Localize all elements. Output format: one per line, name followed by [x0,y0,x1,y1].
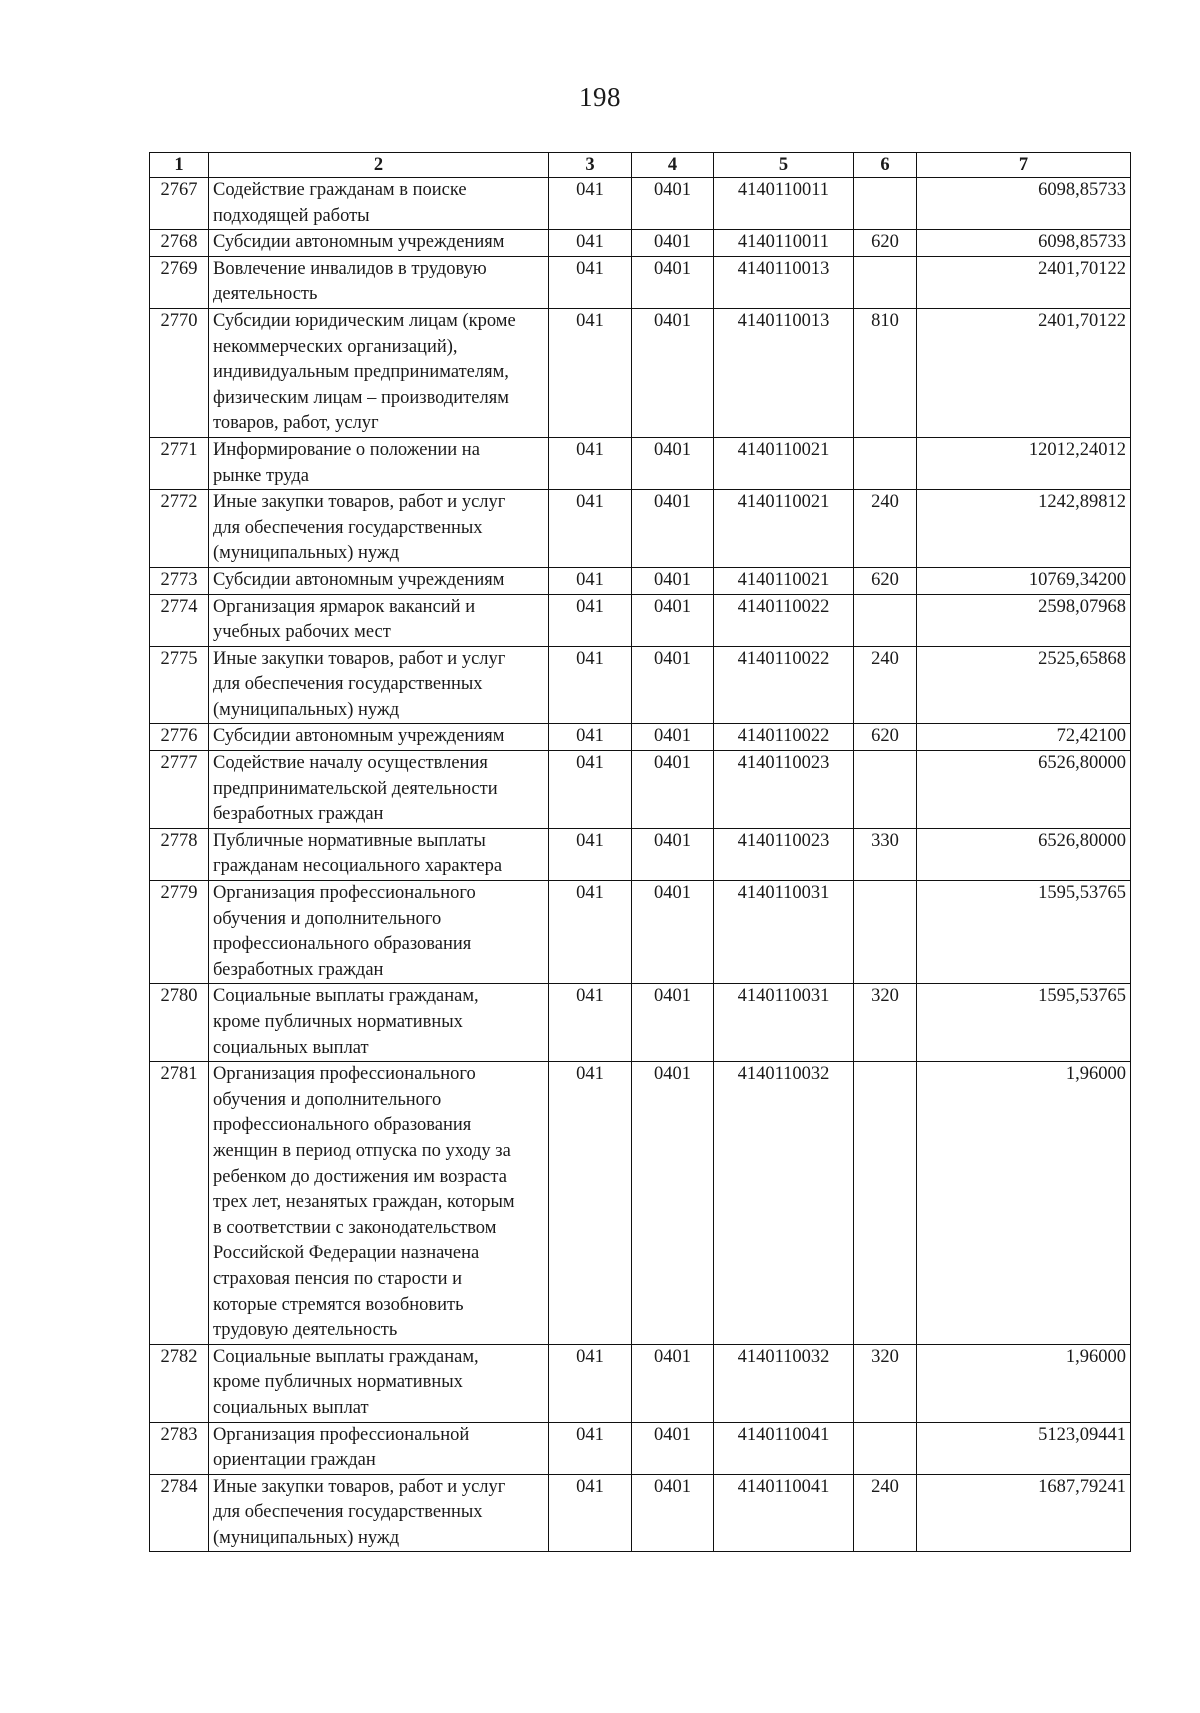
ministry-code: 041 [549,984,632,1062]
description-line: предпринимательской деятельности [213,778,498,799]
row-description [209,437,549,489]
amount-value: 6098,85733 [917,230,1131,257]
row-description [209,230,549,257]
section-code: 0401 [632,881,714,984]
section-code: 0401 [632,230,714,257]
description-line: Иные закупки товаров, работ и услуг [213,1476,506,1497]
expense-type-code [854,437,917,489]
description-line: рынке труда [213,465,309,486]
row-number: 2781 [150,1062,209,1345]
amount-value: 1595,53765 [917,984,1131,1062]
table-header [150,153,1131,178]
row-number: 2769 [150,256,209,308]
description-line: Организация профессионального [213,883,476,904]
ministry-code: 041 [549,1344,632,1422]
section-code: 0401 [632,984,714,1062]
row-description [209,751,549,829]
description-line: Субсидии автономным учреждениям [213,569,505,590]
section-code: 0401 [632,724,714,751]
row-description [209,1344,549,1422]
description-line: Содействие гражданам в поиске [213,180,467,200]
amount-value: 2598,07968 [917,594,1131,646]
ministry-code: 041 [549,567,632,594]
description-line: некоммерческих организаций), [213,336,458,357]
amount-value: 10769,34200 [917,567,1131,594]
description-line: трех лет, незанятых граждан, которым [213,1192,515,1213]
section-code: 0401 [632,594,714,646]
description-line: Информирование о положении на [213,439,480,460]
target-article-code: 4140110023 [714,751,854,829]
table-row [150,751,1131,829]
description-line: обучения и дополнительного [213,908,442,929]
table-row [150,881,1131,984]
row-description [209,178,549,230]
target-article-code: 4140110013 [714,308,854,437]
row-number: 2776 [150,724,209,751]
ministry-code: 041 [549,828,632,880]
ministry-code: 041 [549,594,632,646]
expense-type-code: 620 [854,230,917,257]
target-article-code: 4140110031 [714,984,854,1062]
table-row [150,230,1131,257]
description-line: безработных граждан [213,959,384,980]
row-description [209,828,549,880]
section-code: 0401 [632,437,714,489]
expense-type-code [854,881,917,984]
row-number: 2779 [150,881,209,984]
row-description [209,490,549,568]
description-line: Российской Федерации назначена [213,1243,480,1264]
section-code: 0401 [632,751,714,829]
table-row [150,594,1131,646]
row-description [209,984,549,1062]
table-row [150,490,1131,568]
ministry-code: 041 [549,1062,632,1345]
page-number: 198 [579,82,621,112]
target-article-code: 4140110032 [714,1062,854,1345]
target-article-code: 4140110022 [714,646,854,724]
description-line: деятельность [213,284,318,305]
row-number: 2773 [150,567,209,594]
amount-value: 1,96000 [917,1062,1131,1345]
table-body [150,178,1131,1552]
expense-type-code: 620 [854,724,917,751]
target-article-code: 4140110021 [714,567,854,594]
target-article-code: 4140110013 [714,256,854,308]
amount-value: 1242,89812 [917,490,1131,568]
ministry-code: 041 [549,1474,632,1552]
amount-value: 1687,79241 [917,1474,1131,1552]
ministry-code: 041 [549,1422,632,1474]
description-line: женщин в период отпуска по уходу за [213,1140,511,1161]
header-col-1: 1 [150,153,209,178]
section-code: 0401 [632,178,714,230]
description-line: учебных рабочих мест [213,622,391,643]
expense-type-code: 240 [854,1474,917,1552]
amount-value: 1,96000 [917,1344,1131,1422]
table-row [150,1474,1131,1552]
row-number: 2782 [150,1344,209,1422]
row-number: 2770 [150,308,209,437]
ministry-code: 041 [549,437,632,489]
header-col-7: 7 [917,153,1131,178]
row-number: 2784 [150,1474,209,1552]
description-line: Иные закупки товаров, работ и услуг [213,492,506,513]
description-line: кроме публичных нормативных [213,1012,463,1032]
description-line: подходящей работы [213,205,370,226]
description-line: которые стремятся возобновить [213,1294,464,1315]
target-article-code: 4140110021 [714,490,854,568]
target-article-code: 4140110041 [714,1422,854,1474]
description-line: физическим лицам – производителям [213,387,509,408]
row-number: 2783 [150,1422,209,1474]
row-number: 2777 [150,751,209,829]
expense-type-code [854,256,917,308]
description-line: (муниципальных) нужд [213,543,400,564]
header-col-4: 4 [632,153,714,178]
table-row [150,178,1131,230]
row-number: 2768 [150,230,209,257]
row-description [209,256,549,308]
description-line: (муниципальных) нужд [213,1527,400,1548]
ministry-code: 041 [549,256,632,308]
description-line: Содействие началу осуществления [213,753,488,774]
expense-type-code [854,751,917,829]
expense-type-code: 320 [854,1344,917,1422]
expense-type-code [854,1422,917,1474]
table-row [150,567,1131,594]
header-col-2: 2 [209,153,549,178]
row-number: 2771 [150,437,209,489]
description-line: Публичные нормативные выплаты [213,830,486,851]
description-line: Вовлечение инвалидов в трудовую [213,258,487,279]
row-description [209,1062,549,1345]
section-code: 0401 [632,256,714,308]
amount-value: 1595,53765 [917,881,1131,984]
section-code: 0401 [632,1474,714,1552]
description-line: Субсидии юридическим лицам (кроме [213,310,516,331]
description-line: ориентации граждан [213,1450,376,1471]
ministry-code: 041 [549,646,632,724]
section-code: 0401 [632,1422,714,1474]
section-code: 0401 [632,1344,714,1422]
description-line: профессионального образования [213,1115,472,1136]
description-line: Организация профессиональной [213,1424,470,1445]
expense-type-code [854,594,917,646]
ministry-code: 041 [549,751,632,829]
target-article-code: 4140110011 [714,178,854,230]
description-line: Социальные выплаты гражданам, [213,1346,479,1367]
row-description [209,881,549,984]
target-article-code: 4140110023 [714,828,854,880]
target-article-code: 4140110022 [714,724,854,751]
description-line: индивидуальным предпринимателям, [213,362,509,383]
description-line: Субсидии автономным учреждениям [213,232,505,253]
description-line: профессионального образования [213,934,472,955]
header-col-5: 5 [714,153,854,178]
ministry-code: 041 [549,178,632,230]
row-description [209,724,549,751]
header-col-3: 3 [549,153,632,178]
description-line: для обеспечения государственных [213,1502,483,1523]
ministry-code: 041 [549,724,632,751]
row-number: 2772 [150,490,209,568]
expense-type-code: 240 [854,490,917,568]
row-description [209,308,549,437]
row-number: 2767 [150,178,209,230]
description-line: в соответствии с законодательством [213,1217,497,1238]
table-row [150,646,1131,724]
row-description [209,1474,549,1552]
description-line: трудовую деятельность [213,1320,398,1341]
amount-value: 12012,24012 [917,437,1131,489]
description-line: страховая пенсия по старости и [213,1268,463,1289]
description-line: (муниципальных) нужд [213,699,400,720]
section-code: 0401 [632,828,714,880]
expense-type-code: 810 [854,308,917,437]
section-code: 0401 [632,1062,714,1345]
table-row [150,256,1131,308]
description-line: социальных выплат [213,1037,369,1058]
section-code: 0401 [632,646,714,724]
description-line: Социальные выплаты гражданам, [213,986,479,1007]
header-col-6: 6 [854,153,917,178]
table-row [150,724,1131,751]
row-description [209,646,549,724]
description-line: Иные закупки товаров, работ и услуг [213,648,506,669]
description-line: кроме публичных нормативных [213,1372,463,1393]
row-number: 2775 [150,646,209,724]
amount-value: 5123,09441 [917,1422,1131,1474]
target-article-code: 4140110041 [714,1474,854,1552]
ministry-code: 041 [549,881,632,984]
expense-type-code: 330 [854,828,917,880]
row-description [209,567,549,594]
amount-value: 2525,65868 [917,646,1131,724]
ministry-code: 041 [549,230,632,257]
target-article-code: 4140110011 [714,230,854,257]
target-article-code: 4140110021 [714,437,854,489]
ministry-code: 041 [549,308,632,437]
table-row [150,1062,1131,1345]
description-line: для обеспечения государственных [213,517,483,538]
description-line: обучения и дополнительного [213,1089,442,1110]
section-code: 0401 [632,490,714,568]
description-line: гражданам несоциального характера [213,856,503,877]
description-line: социальных выплат [213,1397,369,1418]
target-article-code: 4140110022 [714,594,854,646]
expense-type-code: 620 [854,567,917,594]
target-article-code: 4140110032 [714,1344,854,1422]
amount-value: 6526,80000 [917,828,1131,880]
table-row [150,1422,1131,1474]
expense-type-code: 240 [854,646,917,724]
description-line: Организация профессионального [213,1064,476,1085]
table-row [150,437,1131,489]
row-number: 2780 [150,984,209,1062]
amount-value: 2401,70122 [917,256,1131,308]
table-row [150,828,1131,880]
table-row [150,984,1131,1062]
amount-value: 2401,70122 [917,308,1131,437]
description-line: для обеспечения государственных [213,674,483,695]
description-line: товаров, работ, услуг [213,413,379,434]
ministry-code: 041 [549,490,632,568]
description-line: ребенком до достижения им возраста [213,1166,507,1187]
row-description [209,594,549,646]
amount-value: 6526,80000 [917,751,1131,829]
description-line: Организация ярмарок вакансий и [213,596,476,617]
table-row [150,308,1131,437]
budget-table [149,152,1131,1552]
target-article-code: 4140110031 [714,881,854,984]
header-row [150,153,1131,178]
expense-type-code [854,1062,917,1345]
description-line: безработных граждан [213,804,384,825]
expense-type-code: 320 [854,984,917,1062]
amount-value: 72,42100 [917,724,1131,751]
section-code: 0401 [632,308,714,437]
row-number: 2774 [150,594,209,646]
row-description [209,1422,549,1474]
description-line: Субсидии автономным учреждениям [213,726,505,747]
table-row [150,1344,1131,1422]
amount-value: 6098,85733 [917,178,1131,230]
row-number: 2778 [150,828,209,880]
section-code: 0401 [632,567,714,594]
expense-type-code [854,178,917,230]
